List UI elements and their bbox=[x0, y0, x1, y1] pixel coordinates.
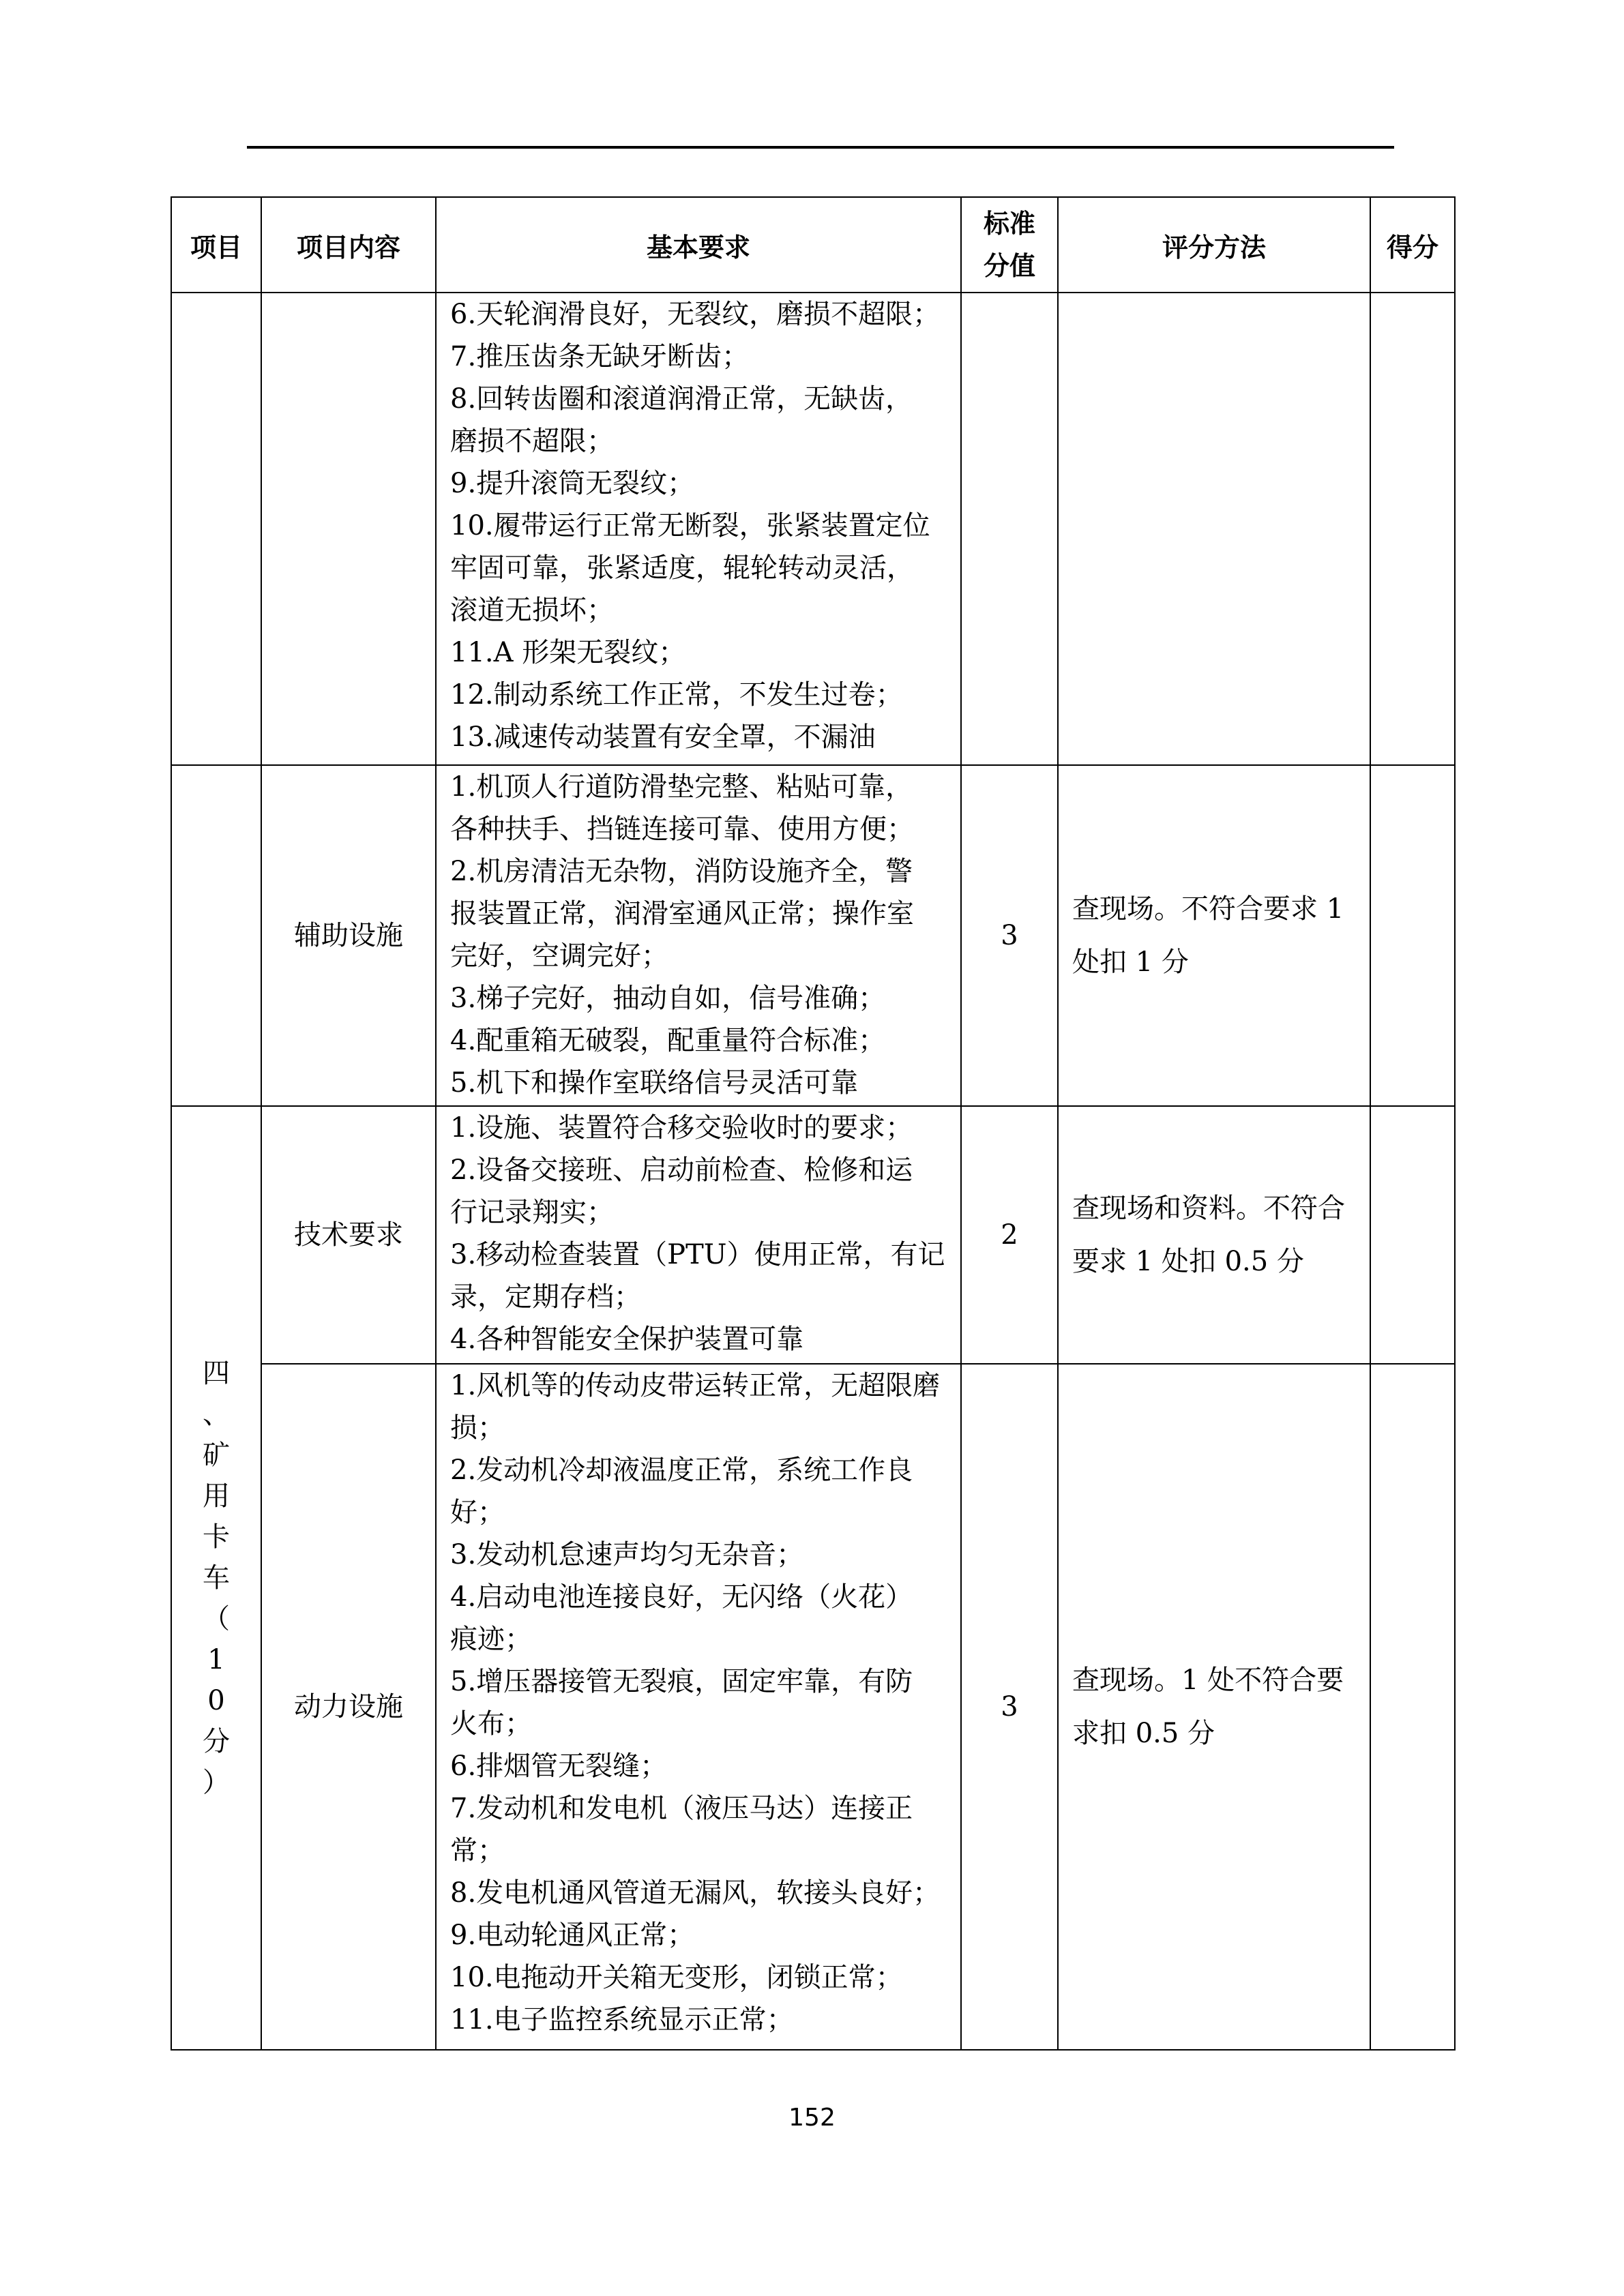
requirement-line: 好； bbox=[450, 1497, 505, 1528]
requirement-line: 13.减速传动装置有安全罩，不漏油 bbox=[450, 721, 876, 753]
method-line: 处扣 1 分 bbox=[1072, 946, 1189, 978]
project-cell-blank bbox=[171, 293, 261, 765]
section-four-label: 四 、 矿 用 卡 车 （ 1 0 分 ） bbox=[203, 1358, 230, 1798]
header-standard-score-line1: 标准 bbox=[983, 209, 1035, 239]
requirement-line: 完好，空调完好； bbox=[450, 940, 668, 972]
project-cell-blank bbox=[171, 765, 261, 1106]
standard-score-cell: 2 bbox=[961, 1106, 1058, 1364]
requirements-cell bbox=[436, 765, 961, 1106]
table-row bbox=[171, 765, 1455, 1106]
header-score: 得分 bbox=[1370, 197, 1455, 293]
content-cell: 辅助设施 bbox=[261, 765, 436, 1106]
score-cell bbox=[1370, 765, 1455, 1106]
content-cell: 动力设施 bbox=[261, 1364, 436, 2050]
requirement-line: 6.排烟管无裂缝； bbox=[450, 1750, 668, 1782]
score-cell bbox=[1370, 1106, 1455, 1364]
requirement-line: 10.电拖动开关箱无变形，闭锁正常； bbox=[450, 1962, 903, 1993]
header-standard-score bbox=[961, 197, 1058, 293]
requirement-line: 牢固可靠，张紧适度，辊轮转动灵活， bbox=[450, 552, 914, 584]
requirement-line: 各种扶手、挡链连接可靠、使用方便； bbox=[450, 814, 914, 845]
requirement-line: 2.设备交接班、启动前检查、检修和运 bbox=[450, 1154, 913, 1186]
method-line: 查现场。1 处不符合要 bbox=[1072, 1665, 1344, 1696]
requirement-line: 1.设施、装置符合移交验收时的要求； bbox=[450, 1112, 913, 1144]
requirement-line: 8.发电机通风管道无漏风，软接头良好； bbox=[450, 1877, 941, 1909]
requirement-line: 磨损不超限； bbox=[450, 426, 614, 457]
requirement-line: 录，定期存档； bbox=[450, 1281, 641, 1313]
method-line: 查现场。不符合要求 1 bbox=[1072, 893, 1344, 925]
requirement-line: 6.天轮润滑良好，无裂纹，磨损不超限； bbox=[450, 299, 941, 330]
requirement-line: 滚道无损坏； bbox=[450, 595, 614, 626]
requirement-line: 8.回转齿圈和滚道润滑正常，无缺齿， bbox=[450, 383, 913, 415]
requirement-line: 1.风机等的传动皮带运转正常，无超限磨 bbox=[450, 1370, 941, 1401]
header-requirements: 基本要求 bbox=[436, 197, 961, 293]
requirements-cell bbox=[436, 1106, 961, 1364]
requirement-line: 9.电动轮通风正常； bbox=[450, 1920, 695, 1951]
method-line: 求扣 0.5 分 bbox=[1072, 1718, 1215, 1749]
project-cell-section-four bbox=[171, 1106, 261, 2050]
method-cell bbox=[1058, 293, 1370, 765]
table-row bbox=[171, 1364, 1455, 2050]
requirement-line: 报装置正常，润滑室通风正常；操作室 bbox=[450, 898, 914, 929]
header-rule bbox=[247, 146, 1394, 149]
requirement-line: 7.推压齿条无缺牙断齿； bbox=[450, 341, 750, 372]
method-cell bbox=[1058, 765, 1370, 1106]
requirement-line: 10.履带运行正常无断裂，张紧装置定位 bbox=[450, 510, 930, 541]
header-content: 项目内容 bbox=[261, 197, 436, 293]
requirements-cell bbox=[436, 293, 961, 765]
requirement-line: 11.电子监控系统显示正常； bbox=[450, 2004, 794, 2036]
table-row bbox=[171, 293, 1455, 765]
requirement-line: 5.增压器接管无裂痕，固定牢靠，有防 bbox=[450, 1666, 913, 1697]
requirement-line: 3.梯子完好，抽动自如，信号准确； bbox=[450, 983, 886, 1014]
standard-score-cell bbox=[961, 293, 1058, 765]
scoring-table bbox=[171, 196, 1456, 2051]
score-cell bbox=[1370, 1364, 1455, 2050]
method-line: 要求 1 处扣 0.5 分 bbox=[1072, 1246, 1304, 1277]
content-cell bbox=[261, 293, 436, 765]
requirement-line: 12.制动系统工作正常，不发生过卷； bbox=[450, 679, 903, 711]
requirement-line: 5.机下和操作室联络信号灵活可靠 bbox=[450, 1067, 859, 1099]
requirement-line: 2.发动机冷却液温度正常，系统工作良 bbox=[450, 1455, 913, 1486]
requirement-line: 2.机房清洁无杂物，消防设施齐全，警 bbox=[450, 856, 913, 887]
header-project: 项目 bbox=[171, 197, 261, 293]
requirements-cell bbox=[436, 1364, 961, 2050]
page-number: 152 bbox=[788, 2104, 836, 2132]
method-line: 查现场和资料。不符合 bbox=[1072, 1193, 1345, 1224]
method-cell bbox=[1058, 1106, 1370, 1364]
requirement-line: 9.提升滚筒无裂纹； bbox=[450, 468, 695, 499]
requirement-line: 7.发动机和发电机（液压马达）连接正 bbox=[450, 1793, 913, 1824]
standard-score-cell: 3 bbox=[961, 765, 1058, 1106]
requirement-line: 1.机顶人行道防滑垫完整、粘贴可靠， bbox=[450, 771, 913, 803]
header-standard-score-line2: 分值 bbox=[983, 251, 1035, 281]
content-cell: 技术要求 bbox=[261, 1106, 436, 1364]
requirement-line: 4.配重箱无破裂，配重量符合标准； bbox=[450, 1025, 886, 1056]
table-header-row bbox=[171, 197, 1455, 293]
requirement-line: 常； bbox=[450, 1835, 505, 1866]
table-row bbox=[171, 1106, 1455, 1364]
requirement-line: 损； bbox=[450, 1412, 505, 1444]
requirement-line: 火布； bbox=[450, 1708, 532, 1740]
standard-score-cell: 3 bbox=[961, 1364, 1058, 2050]
score-cell bbox=[1370, 293, 1455, 765]
requirement-line: 4.启动电池连接良好，无闪络（火花） bbox=[450, 1581, 913, 1613]
requirement-line: 3.移动检查装置（PTU）使用正常，有记 bbox=[450, 1239, 945, 1270]
header-method: 评分方法 bbox=[1058, 197, 1370, 293]
requirement-line: 11.A 形架无裂纹； bbox=[450, 637, 686, 668]
requirement-line: 痕迹； bbox=[450, 1624, 532, 1655]
method-cell bbox=[1058, 1364, 1370, 2050]
requirement-line: 4.各种智能安全保护装置可靠 bbox=[450, 1324, 804, 1355]
requirement-line: 行记录翔实； bbox=[450, 1197, 614, 1228]
requirement-line: 3.发动机怠速声均匀无杂音； bbox=[450, 1539, 804, 1570]
